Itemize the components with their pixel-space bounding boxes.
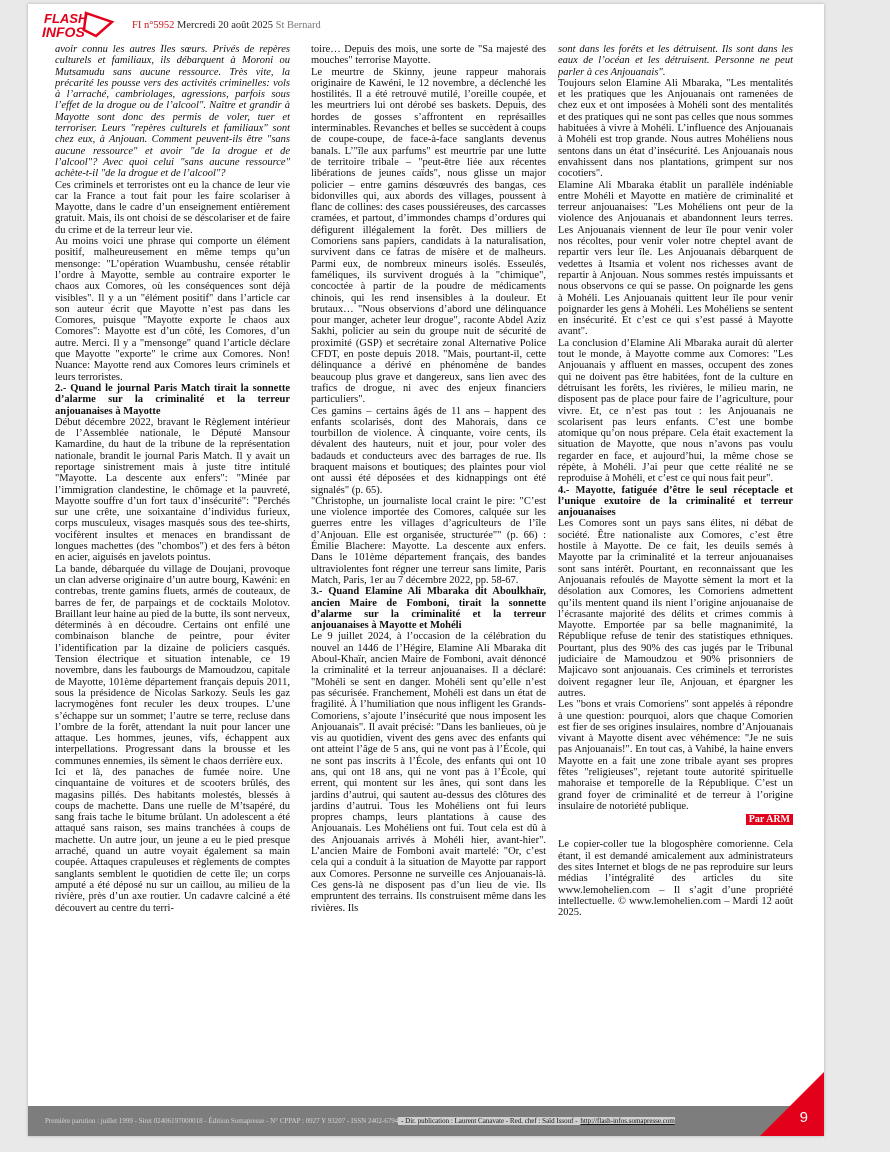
page-corner (760, 1072, 824, 1136)
section-heading: 3.- Quand Elamine Ali Mbaraka dit Aboulkhaïr, ancien Maire de Fomboni, tirait la sonnette d’alarme sur la criminalité et la terreur anjouanaises à Mayotte et Mohéli (311, 586, 546, 632)
issue-info (132, 20, 321, 31)
page-footer (28, 1106, 824, 1136)
paragraph: Toujours selon Elamine Ali Mbaraka, "Les mentalités et les pratiques que les Anjouanais ont ramenées de chez eux et ont imposées à Mohéli sont des mentalités et des pratiques qui ne sont pas celles que nous sommes habituées à vivre à Mohéli. L’influence des Anjouanais à Mohéli est trop grande. Nous autres Mohéliens nous sentons dans un état d’insécurité. Les Anjouanais nous envahissent dans nos plantations, grimpent sur nos cocotiers". (558, 77, 793, 180)
logo-text-bottom: INFOS (42, 24, 85, 40)
issue-place: St Bernard (275, 20, 321, 31)
section-heading: 4.- Mayotte, fatiguée d’être le seul réceptacle et l’unique exutoire de la criminalité et terreur anjouanaises (558, 484, 793, 519)
paragraph: Elamine Ali Mbaraka établit un parallèle indéniable entre Mohéli et Mayotte en matière de criminalité et terreur anjouanaises: "Les Mohéliens ont peur de la violence des Anjouanais et abandonnent leurs terres. Les Anjouanais viennent de leur île pour venir voler nos récoltes, pour venir voler notre cheptel avant de repartir vers leur île. Les Anjouanais débarquent de vedettes à Itsamia et volent nos richesses avant de repartir à Anjouan. Nous sommes restés impuissants et nous observons ce qui se passe. On poignarde les gens à Mohéli. Les Anjouanais quittent leur île pour venir poignarder les gens à Mohéli. Les Mohéliens se sentent en insécurité. Et c’est ce qui s’est passé à Mayotte avant". (558, 179, 793, 338)
paragraph: avoir connu les autres Îles sœurs. Privés de repères culturels et familiaux, ils débarquent à Moroni ou Mutsamudu sans aucune ressource. Très vite, la précarité les pousse vers des activités criminelles: vols à l’arraché, cambriolages, agressions, parfois sous l’effet de la drogue ou de l’alcool". Naître et grandir à Mayotte sont donc des permis de voler, tuer et terroriser. Leurs "repères culturels et familiaux" sont chez eux, à Anjouan. Comment peuvent-ils être "sans aucune ressource" et avoir "de la drogue et de l’alcool"? Avec quoi celui "sans aucune ressource" achète-t-il "de la drogue et de l’alcool"? (55, 44, 290, 180)
paragraph: "Christophe, un journaliste local craint le pire: "C’est une violence importée des Comores, calquée sur les guerres entre les villages d’agriculteurs de l’île d’Anjouan. Elle est organisée, structurée"" (p. 66) : Émilie Blachere: Mayotte. La descente aux enfers. Dans le 101ème département français, des bandes ultraviolentes font régner une terreur sans limite, Paris Match, Paris, 1er au 7 décembre 2022, pp. 58-67. (311, 495, 546, 586)
paragraph: Le meurtre de Skinny, jeune rappeur mahorais originaire de Kawéni, le 12 novembre, a déclenché les hostilités. Il a été retrouvé mutilé, l’oreille coupée, et les meurtriers lui ont dérobé ses baskets. Depuis, des hordes de gosses s’affrontent en représailles interminables. Revanches et belles se succèdent à coups de coupe-coupe, de face-à-face sanglants devenus banals. L’"île aux parfums" est meurtrie par une lutte de territoire tribale – "peut-être liée aux récentes libérations de jeunes caïds", nous glisse un major policier – entre gamins désœuvrés des bangas, ces bidonvilles qui, aux abords des villages, poussent à flanc de collines: des cases poussiéreuses, des carcasses cramées, et partout, d’immondes champs d’ordures qui défigurent illégalement la forêt. Des milliers de Comoriens sans papiers, candidats à la naturalisation, survivent dans ce fatras de misère et de malheurs. Parmi eux, de nombreux mineurs isolés. Esseulés, faméliques, ils survivent drogués à la "chimique", concoctée à partir de la poudre de médicaments chinois, qui les rend insensibles à la douleur. Et brutaux… "Nous observions d’abord une délinquance pour manger, acheter leur drogue", raconte Abdel Aziz Sakhi, policier au sein du groupe nuit de sécurité de proximité (GSP) et secrétaire zonal Alternative Police CFDT, en poste depuis 2018. "Mais, pourtant-il, cette délinquance a dérivé en phénomène de bandes beaucoup plus grave et dangereux, sans lien avec des trafics de drogue, ni avec des enjeux financiers particuliers". (311, 66, 546, 406)
paragraph: Les "bons et vrais Comoriens" sont appelés à répondre à une question: pourquoi, alors que chaque Comorien est fier de ses origines insulaires, nombre d’Anjouanais vivant à Mayotte disent avec véhémence: "Je ne suis pas Anjouanais!". En tout cas, à Vahibé, la haine envers Mayotte en a fait une zone tribale ayant ses propres fêtes "religieuses", rejetant toute autorité spirituelle mahoraise et temporelle de la République. C’est un grand foyer de criminalité et de terreur à l’origine insulaire de notoriété publique. (558, 699, 793, 812)
section-heading: 2.- Quand le journal Paris Match tirait la sonnette d’alarme sur la criminalité et la terreur anjouanaises à Mayotte (55, 382, 290, 417)
publication-info: Première parution : juillet 1999 - Siret 02406197000018 - Édition Somapresse - N° CPPAP : 0927 Y 93207 - ISSN 2402-6794 (45, 1117, 399, 1125)
paragraph: La conclusion d’Elamine Ali Mbaraka aurait dû alerter tout le monde, à Mayotte comme aux Comores: "Les Anjouanais y affluent en masses, occupent des zones qui ne doivent pas être habitées, font de la culture en détruisant les forêts, les rivières, le milieu marin, ne disposent pas de place pour faire de l’agriculture, pour vivre. Et, ce n’est pas tout : les Anjouanais ne scolarisent pas leurs enfants. C’est une bombe atomique qu’on nous prépare. Cela était exactement la situation de Mayotte, que nous n’avons pas voulu regarder en face, et aujourd’hui, la même chose se répète, à Mohéli. J’ai peur que cette réalité ne se reproduise à Mohéli, et c’est ce qui nous fait peur". (558, 337, 793, 485)
copyright-note: Le copier-coller tue la blogosphère comorienne. Cela étant, il est demandé amicalement aux administrateurs des sites Internet et blogs de ne pas reproduire sur leurs médias l’intégralité des articles du site www.lemohelien.com – Il s’agit d’une propriété intellectuelle. © www.lemohelien.com – Mardi 12 août 2025. (558, 839, 793, 919)
paragraph: Le 9 juillet 2024, à l’occasion de la célébration du nouvel an 1446 de l’Hégire, Elamine Ali Mbaraka dit Aboul-Khaïr, ancien Maire de Fomboni, avait dénoncé la criminalité et la terreur anjouanaises. Il a déclaré: "Mohéli se sent en danger. Mohéli sent qu’elle n’est pas sécurisée. Franchement, Mohéli est dans un état de fragilité. À l’humiliation que nous infligent les Grands-Comoriens, s’ajoute l’insécurité que nous imposent les Anjouanais". Il avait précisé: "Dans les banlieues, où je vis au quotidien, vivent des gens avec des enfants qui ont atteint l’âge de 5 ans, qui ne vont pas à l’École, qui ne sont pas inscrits à l’École, des enfants qui ont 10 ans, qui ont 18 ans, qui ne vont pas à l’École, qui errent, qui montent sur les ânes, qui sont dans les jardins d’autrui, qui sautent au-dessus des clôtures des jardins d’autrui. Tous les Mohéliens ont fui leurs propres champs, leurs plantations à cause des Anjouanais. Les Mohéliens ont fui. Tout cela est dû à des Anjouanais arrivés à Mohéli hier, avant-hier". L’ancien Maire de Fomboni avait martelé: "Or, c’est cela qui a conduit à la situation de Mayotte par rapport aux Comores. Personne ne surveille ces Anjouanais-là. Ces gens-là ne disposent pas d’un lieu de vie. Ils empruntent des terrains. Ils construisent même dans les rivières. Ils (311, 631, 546, 914)
paragraph: Ces gamins – certains âgés de 11 ans – happent des enfants scolarisés, dont des Mahorais, dans ce tourbillon de violence. À cinquante, voire cents, ils dévalent des hauteurs, nuit et jour, pour voler des badauds et conducteurs avec des barrages de rue. Ils braquent maisons et boutiques; des plaintes pour viol ont aussi été déposées et des kidnappings ont été signalés" (p. 65). (311, 405, 546, 496)
author-tag: Par ARM (746, 814, 793, 825)
column-3 (558, 44, 793, 1084)
paragraph: toire… Depuis des mois, une sorte de "Sa majesté des mouches" terrorise Mayotte. (311, 44, 546, 67)
paragraph: Ces criminels et terroristes ont eu la chance de leur vie car la France a tout fait pour les faire scolariser à Mayotte, dans le cadre d’un enseignement entièrement gratuit. Mais, ils ont choisi de se déscolariser et de faire du crime et de la terreur leur vie. (55, 179, 290, 236)
column-2 (311, 44, 546, 1084)
issue-date: Mercredi 20 août 2025 (177, 20, 273, 31)
paragraph: Les Comores sont un pays sans élites, ni débat de société. Être nationaliste aux Comores, c’est être hostile à Mayotte. De ce fait, les deuils semés à Mayotte par la criminalité et la terreur anjouanaises sont sans intérêt. Pourtant, en reconnaissant que les Anjouanais refoulés de Mayotte sèment la mort et la désolation aux Comores, les Comoriens admettent qu’ils mentent quand ils nient l’origine anjouanaise de l’écrasante majorité des délits et crimes commis à Mayotte. Emportée par sa belle magnanimité, la République refuse de tenir des statistiques ethniques. Pourtant, plus des 90% des cas jugés par le Tribunal judiciaire de Mamoudzou et 90% prisonniers de Majicavo sont anjouanais. Ces criminels et terroristes doivent regagner leur île, Anjouan, et épargner les autres. (558, 518, 793, 699)
logo-text-top: FLASH (44, 11, 88, 26)
newspaper-page (28, 4, 824, 1136)
page-number: 9 (799, 1109, 808, 1126)
column-3-body (558, 44, 793, 812)
paragraph: La bande, débarquée du village de Doujani, provoque un clan adverse originaire d’un autre bourg, Kawéni: en contrebas, trente gamins fluets, armés de couteaux, de barres de fer, de parpaings et de cocktails Molotov. Braillant leur haine au pied de la butte, ils sont nerveux, déterminés à en découdre. Certains ont enfilé une combinaison blanche de peintre, pour éviter l’identification par la dizaine de policiers casqués. Tension électrique et situation intenable, ce 19 novembre, dans les faubourgs de Mamoudzou, capitale de Mayotte, 101ème département français depuis 2011, sous la présidence de Nicolas Sarkozy. Seuls les gaz lacrymogènes font reculer les deux troupes. L’une s’échappe sur un sommet; l’autre se terre, recluse dans l’ombre de la forêt, attendant la nuit pour lancer une attaque. Les hommes, jeunes, vifs, échappent aux interpellations. Progressant dans la brousse et les communes ennemies, ils sèment le chaos derrière eux. (55, 563, 290, 767)
paragraph: Début décembre 2022, bravant le Règlement intérieur de l’Assemblée nationale, le Député Mansour Kamardine, du haut de la tribune de la représentation nationale, brandit le journal Paris Match. Il y avait un reportage sinistrement mais à juste titre intitulé "Mayotte. La descente aux enfers": "Minée par l’immigration clandestine, le chômage et la pauvreté, Mayotte souffre d’un fort taux d’insécurité": "Perchés sur une crête, une soixantaine d’individus furieux, corps musculeux, visages masqués sous des tee-shirts, vocifèrent insultes et menaces en brandissant de longues machettes (des "chombos") et des fers à béton en acier, aiguisés en javelots pointus. (55, 416, 290, 564)
issue-number: FI n°5952 (132, 20, 175, 31)
byline (558, 814, 793, 825)
column-1 (55, 44, 290, 1084)
editorial-info: - Dir. publication : Laurent Canavate - Red. chef : Saïd Issouf - (399, 1117, 580, 1125)
paragraph: Ici et là, des panaches de fumée noire. Une cinquantaine de voitures et de scooters brûlés, des magasins pillés. Des habitants molestés, blessés à coups de machette. Dans une ruelle de M’tsapéré, du sang frais tache le bitume brûlant. Un adolescent a été attaqué sans raison, ses mains tranchées à coups de machette. Un autre jour, un jeune a eu le pied presque arraché, quand un autre voyait également sa main coupée. Attaques crapuleuses et règlements de comptes sanglants semblent le quotidien de cette île; un corps amputé a été déposé nu sur un caillou, au milieu de la rivière, près d’un axe routier. Un cadavre calciné a été découvert au centre du terri- (55, 767, 290, 914)
website-link[interactable]: http://flash-infos.somapresse.com (580, 1117, 675, 1125)
flash-infos-logo (40, 10, 118, 40)
paragraph: Au moins voici une phrase qui comporte un élément positif, malheureusement en même temps qu’un mensonge: "L’opération Wuambushu, censée rétablir l’ordre à Mayotte, semble au contraire exporter le chaos aux Comores, où les conséquences sont déjà visibles". Il y a un "élément positif" dans l’article car son auteur écrit que Mayotte n’est pas dans les Comores, puisque "Mayotte exporte le chaos aux Comores": Mayotte est d’un côté, les Comores, d’un autre. Merci. Il y a "mensonge" quand l’article déclare que Mayotte "exporte" le crime aux Comores. Non! Nuance: Mayotte rend aux Comores leurs criminels et leurs terroristes. (55, 236, 290, 383)
footer-info (45, 1117, 675, 1125)
paragraph: sont dans les forêts et les détruisent. Ils sont dans les eaux de l’océan et les détruisent. Personne ne peut parler à ces Anjouanais". (558, 44, 793, 78)
page-header (40, 10, 812, 40)
article-body (55, 44, 793, 1084)
